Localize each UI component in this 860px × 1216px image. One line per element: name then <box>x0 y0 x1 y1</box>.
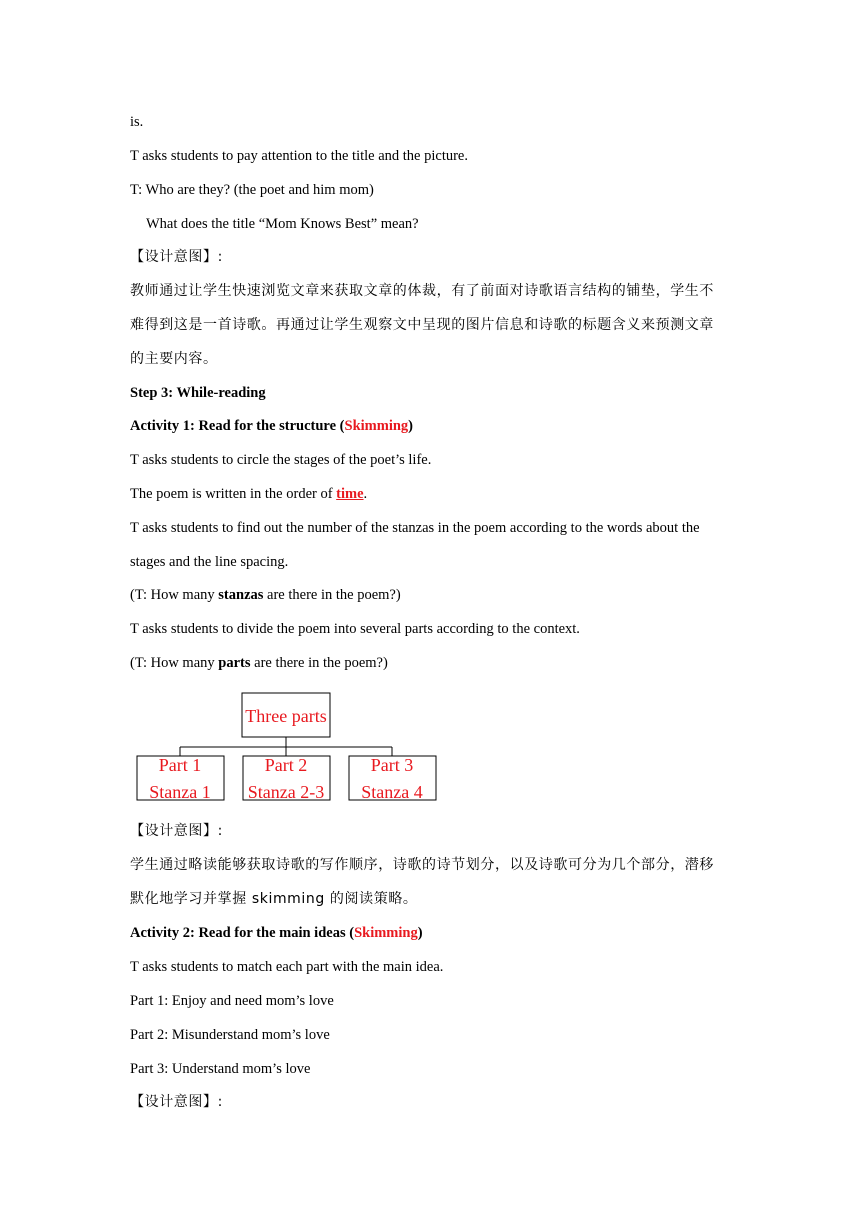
text-line-2: T asks students to pay attention to the title and the picture. <box>130 148 468 164</box>
text-line-19: 学生通过略读能够获取诗歌的写作顺序，诗歌的诗节划分，以及诗歌可分为几个部分，潜移 <box>130 857 714 873</box>
parts-question-post: are there in the poem?) <box>250 655 388 671</box>
activity-1-heading <box>130 416 413 436</box>
structure-diagram <box>134 690 444 805</box>
child-node-stanza-3: Stanza 4 <box>361 782 423 802</box>
stanzas-bold: stanzas <box>218 587 264 603</box>
skimming-highlight-2: Skimming <box>354 925 418 941</box>
text-line-11: T asks students to circle the stages of the poet’s life. <box>130 452 432 468</box>
text-line-3: T: Who are they? (the poet and him mom) <box>130 182 374 198</box>
child-node-stanza-2: Stanza 2-3 <box>247 782 325 802</box>
child-node-part-1: Part 1 <box>158 755 202 775</box>
text-line-13: T asks students to find out the number of the stanzas in the poem according to the words about the <box>130 520 700 536</box>
text-line-22: T asks students to match each part with the main idea. <box>130 959 444 975</box>
parts-question-pre: (T: How many <box>130 655 219 671</box>
text-line-1: is. <box>130 114 144 130</box>
activity-2-heading-text: Activity 2: Read for the main ideas ( <box>130 925 355 941</box>
text-line-4: What does the title “Mom Knows Best” mean? <box>146 216 419 232</box>
activity-1-heading-close: ) <box>408 418 414 434</box>
activity-2-heading <box>130 923 423 943</box>
main-idea-part-1: Part 1: Enjoy and need mom’s love <box>130 993 334 1009</box>
parts-bold: parts <box>218 655 251 671</box>
main-idea-part-3: Part 3: Understand mom’s love <box>130 1061 311 1077</box>
order-sentence-period: . <box>363 486 368 502</box>
design-intent-heading-1: 【设计意图】: <box>130 249 223 265</box>
main-idea-part-2: Part 2: Misunderstand mom’s love <box>130 1027 330 1043</box>
text-line-20: 默化地学习并掌握 skimming 的阅读策略。 <box>130 891 418 907</box>
child-node-part-3: Part 3 <box>370 755 414 775</box>
text-line-17 <box>130 653 388 673</box>
step-3-heading: Step 3: While-reading <box>130 385 266 401</box>
child-node-stanza-1: Stanza 1 <box>149 782 211 802</box>
root-node-label: Three parts <box>245 706 327 726</box>
activity-1-heading-text: Activity 1: Read for the structure ( <box>130 418 345 434</box>
design-intent-heading-2: 【设计意图】: <box>130 823 223 839</box>
time-highlight: time <box>336 486 364 502</box>
stanzas-question-pre: (T: How many <box>130 587 219 603</box>
stanzas-question-post: are there in the poem?) <box>263 587 401 603</box>
text-line-16: T asks students to divide the poem into several parts according to the context. <box>130 621 580 637</box>
text-line-6: 教师通过让学生快速浏览文章来获取文章的体裁，有了前面对诗歌语言结构的铺垫，学生不 <box>130 283 714 299</box>
order-sentence-text: The poem is written in the order of <box>130 486 337 502</box>
skimming-highlight-1: Skimming <box>344 418 409 434</box>
child-node-part-2: Part 2 <box>264 755 308 775</box>
design-intent-heading-3: 【设计意图】: <box>130 1094 223 1110</box>
text-line-7: 难得到这是一首诗歌。再通过让学生观察文中呈现的图片信息和诗歌的标题含义来预测文章 <box>130 317 714 333</box>
activity-2-heading-close: ) <box>417 925 423 941</box>
text-line-14: stages and the line spacing. <box>130 554 289 570</box>
text-line-8: 的主要内容。 <box>130 351 218 367</box>
text-line-15 <box>130 585 401 605</box>
text-line-12 <box>130 484 367 504</box>
